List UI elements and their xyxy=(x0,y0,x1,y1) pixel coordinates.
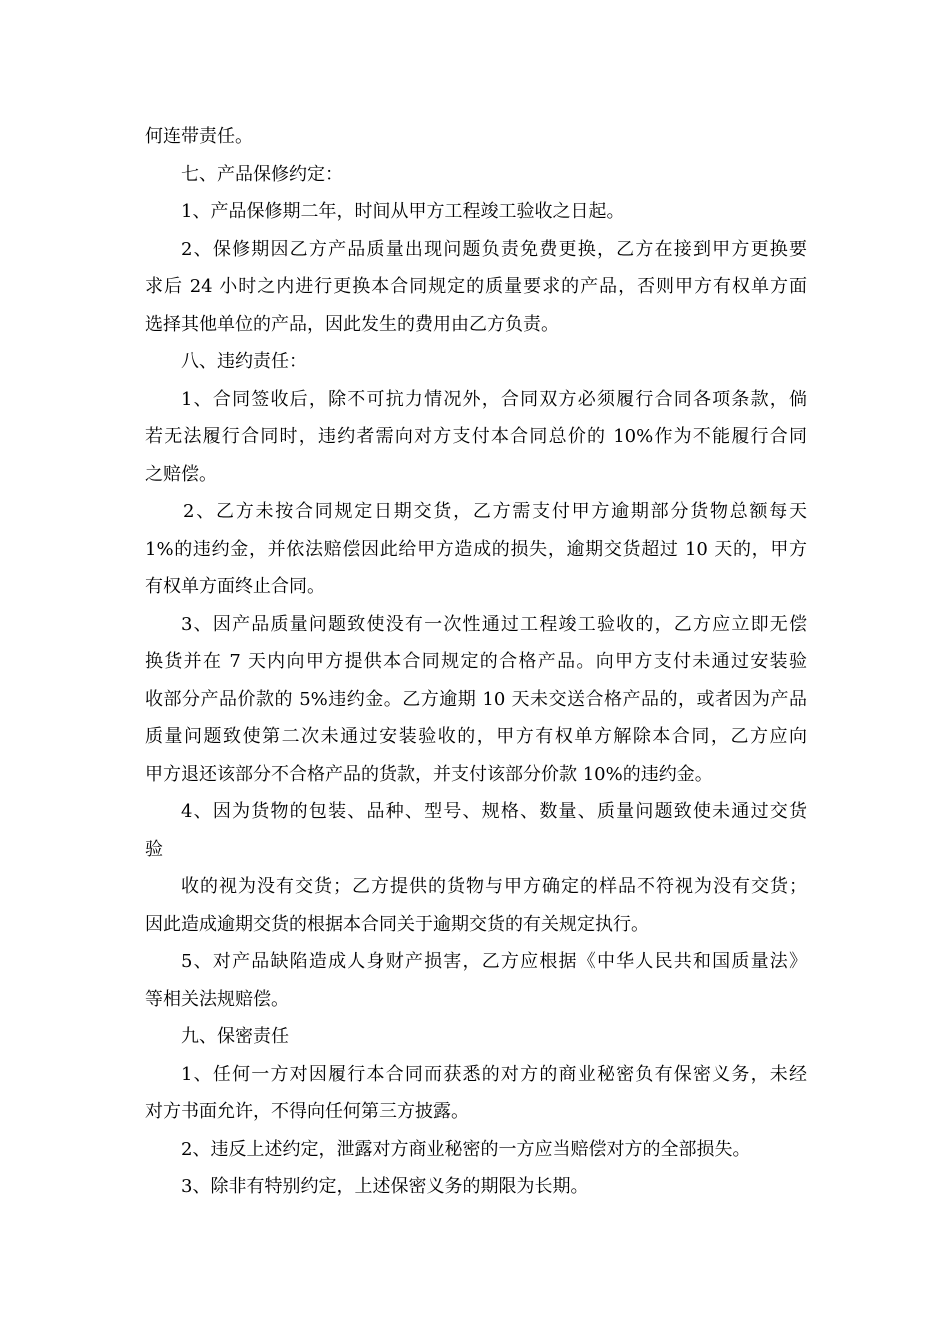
text-line: 选择其他单位的产品，因此发生的费用由乙方负责。 xyxy=(145,313,559,335)
text-line: 等相关法规赔偿。 xyxy=(145,988,289,1010)
text-line: 对方书面允许，不得向任何第三方披露。 xyxy=(145,1101,469,1122)
text-line: 若无法履行合同时，违约者需向对方支付本合同总价的 10%作为不能履行合同 xyxy=(145,426,807,447)
text-line: 1、合同签收后，除不可抗力情况外，合同双方必须履行合同各项条款，倘 xyxy=(181,388,807,410)
document-body xyxy=(145,118,807,1206)
text-line: 2、违反上述约定，泄露对方商业秘密的一方应当赔偿对方的全部损失。 xyxy=(181,1138,751,1160)
text-line: 3、因产品质量问题致使没有一次性通过工程竣工验收的，乙方应立即无偿 xyxy=(181,613,807,635)
text-line: 2、保修期因乙方产品质量出现问题负责免费更换，乙方在接到甲方更换要 xyxy=(181,238,807,260)
text-line: 有权单方面终止合同。 xyxy=(145,576,325,597)
text-line: 1、产品保修期二年，时间从甲方工程竣工验收之日起。 xyxy=(181,201,625,222)
text-line: 换货并在 7 天内向甲方提供本合同规定的合格产品。向甲方支付未通过安装验 xyxy=(145,651,807,672)
text-line: 因此造成逾期交货的根据本合同关于逾期交货的有关规定执行。 xyxy=(145,913,649,935)
text-line: 收的视为没有交货；乙方提供的货物与甲方确定的样品不符视为没有交货； xyxy=(181,876,807,897)
text-line: 质量问题致使第二次未通过安装验收的，甲方有权单方解除本合同，乙方应向 xyxy=(145,726,807,747)
section-heading-7: 七、产品保修约定： xyxy=(181,163,343,185)
text-line: 4、因为货物的包装、品种、型号、规格、数量、质量问题致使未通过交货 xyxy=(181,801,807,822)
text-line: 甲方退还该部分不合格产品的货款，并支付该部分价款 10%的违约金。 xyxy=(145,763,713,785)
text-line: 验 xyxy=(145,838,163,860)
text-line: 5、对产品缺陷造成人身财产损害，乙方应根据《中华人民共和国质量法》 xyxy=(181,951,807,972)
section-heading-9: 九、保密责任 xyxy=(181,1026,289,1047)
text-line: 1%的违约金，并依法赔偿因此给甲方造成的损失，逾期交货超过 10 天的，甲方 xyxy=(145,538,807,560)
text-line: 求后 24 小时之内进行更换本合同规定的质量要求的产品，否则甲方有权单方面 xyxy=(145,276,807,297)
text-line: 2、乙方未按合同规定日期交货，乙方需支付甲方逾期部分货物总额每天 xyxy=(183,501,807,522)
section-heading-8: 八、违约责任： xyxy=(181,351,307,372)
text-line: 1、任何一方对因履行本合同而获悉的对方的商业秘密负有保密义务，未经 xyxy=(181,1063,807,1085)
text-line: 3、除非有特别约定，上述保密义务的期限为长期。 xyxy=(181,1176,589,1197)
text-line: 收部分产品价款的 5%违约金。乙方逾期 10 天未交送合格产品的，或者因为产品 xyxy=(145,688,807,710)
text-line: 之赔偿。 xyxy=(145,463,217,485)
text-line: 何连带责任。 xyxy=(145,126,253,147)
